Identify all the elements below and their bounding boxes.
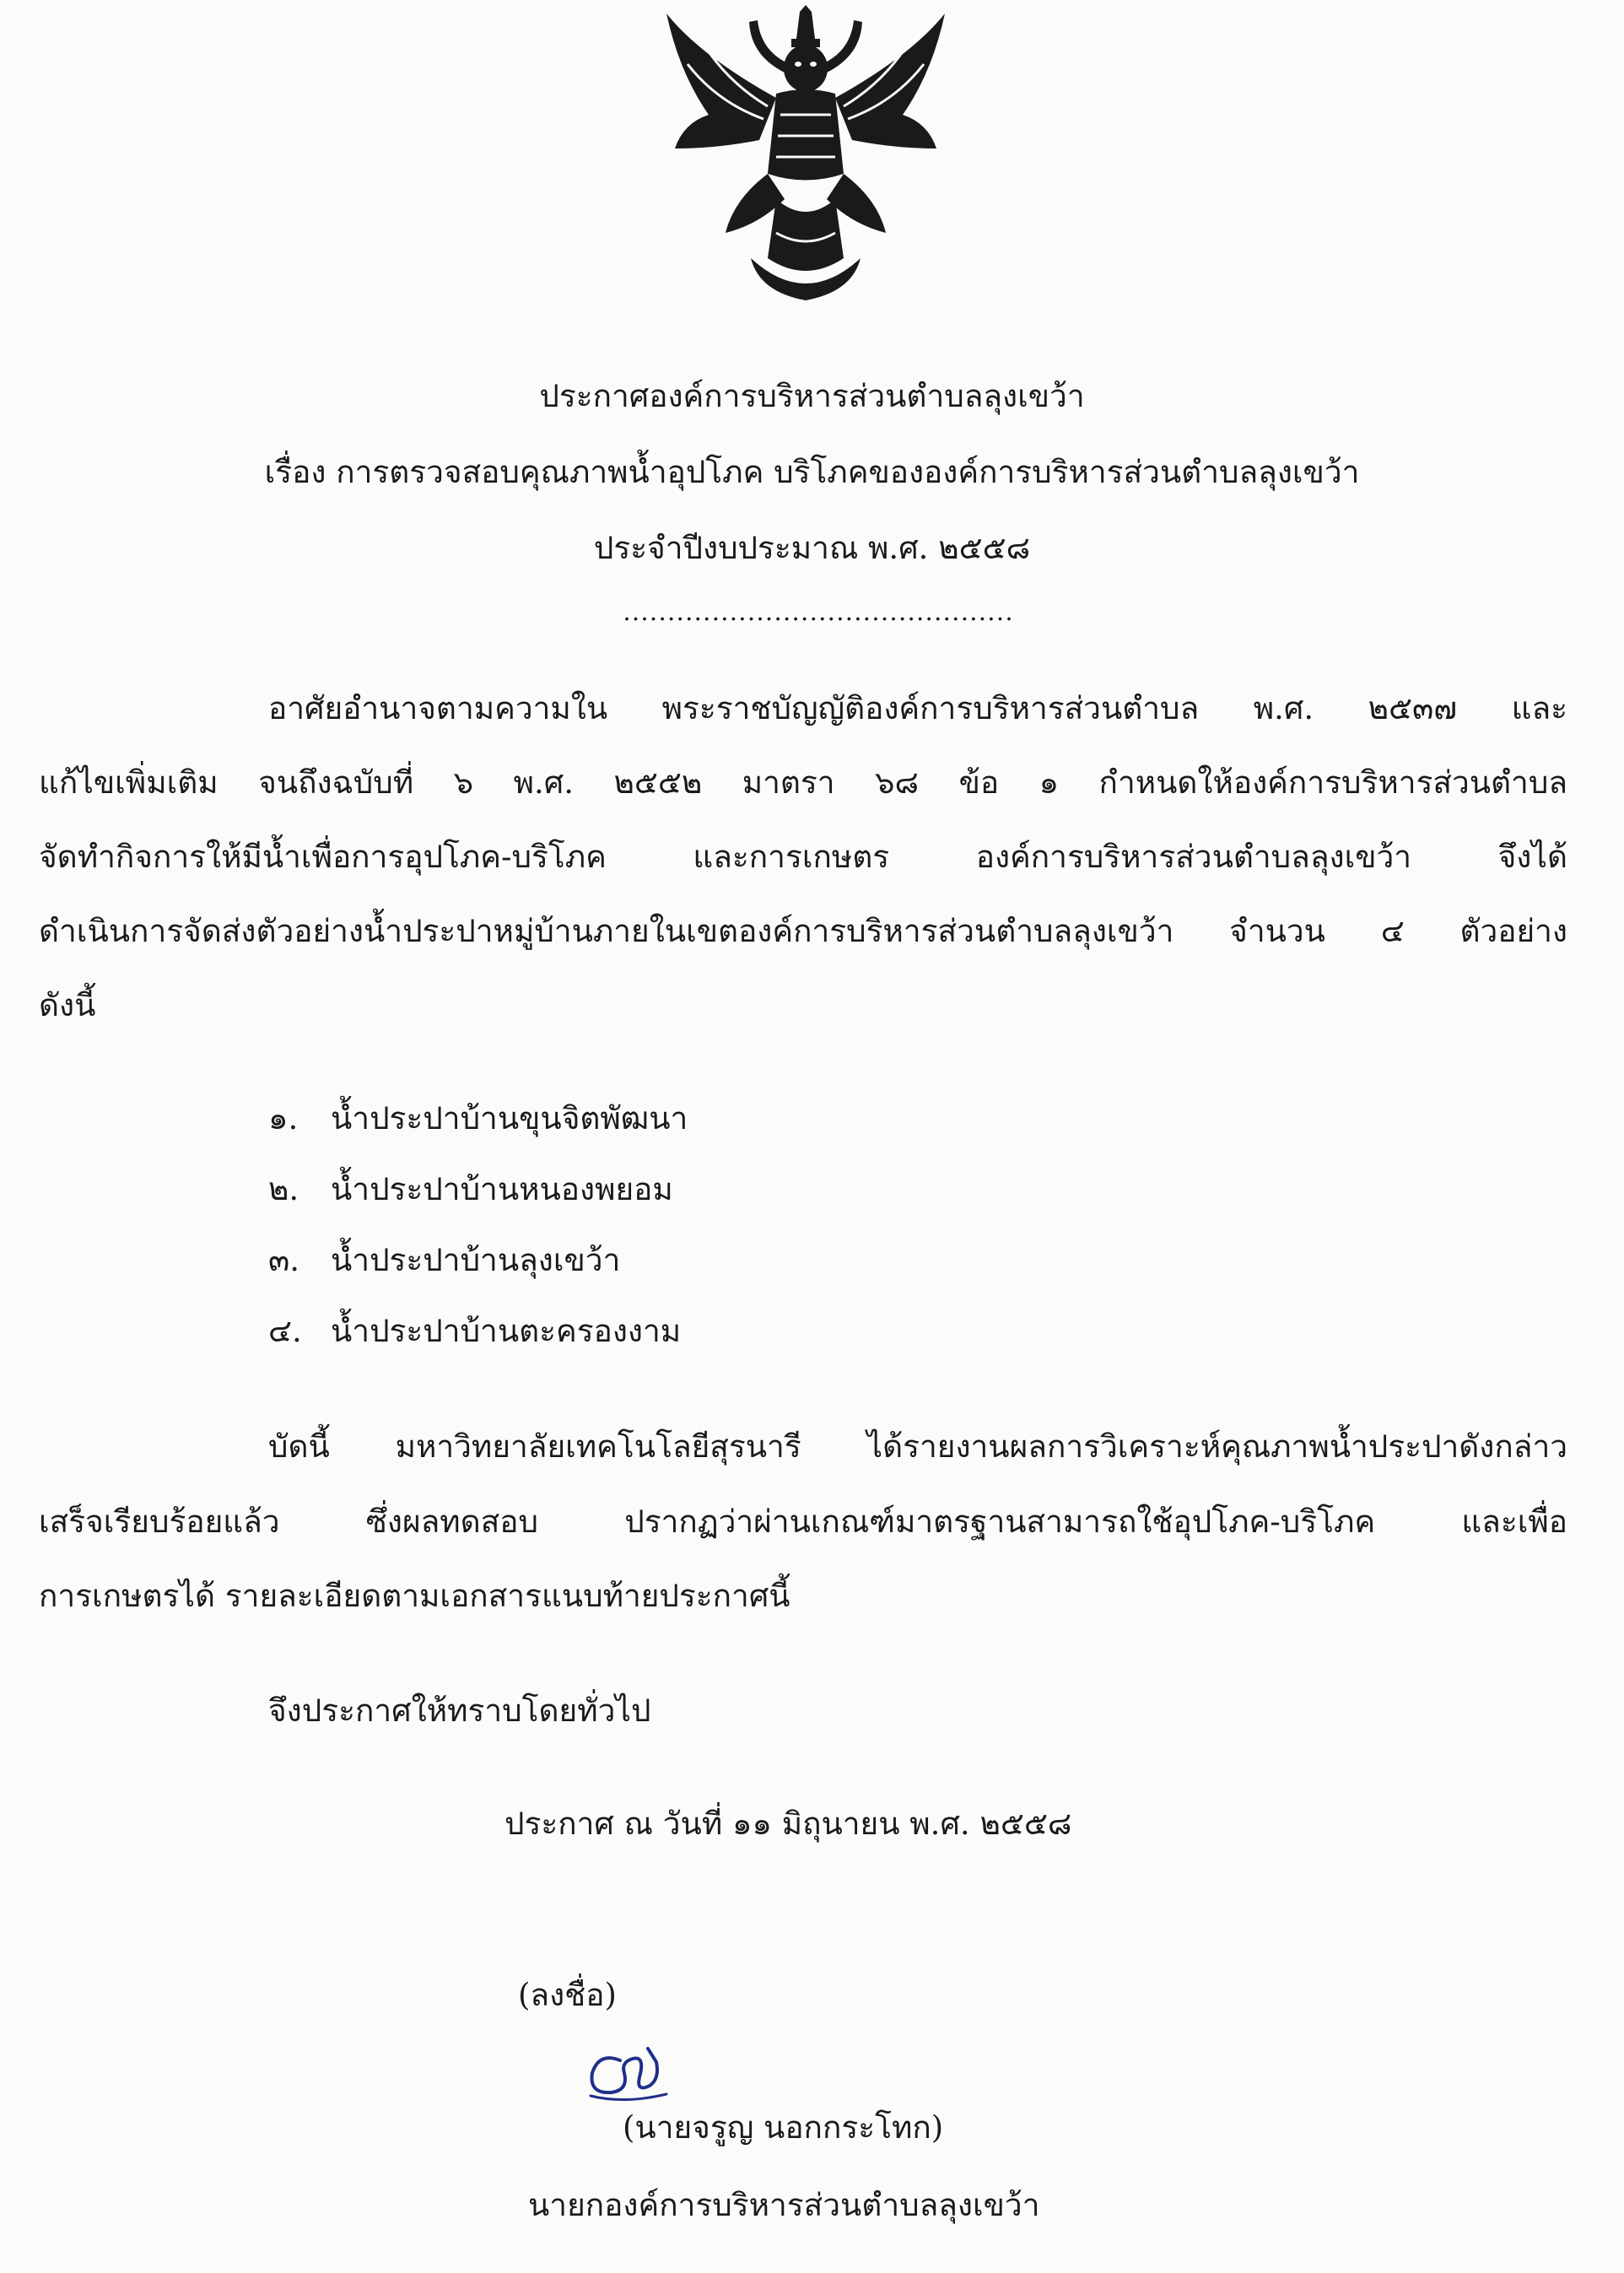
list-item	[268, 1306, 681, 1357]
closing-statement: จึงประกาศให้ทราบโดยทั่วไป	[268, 1693, 651, 1729]
announcement-date: ประกาศ ณ วันที่ ๑๑ มิถุนายน พ.ศ. ๒๕๕๘	[504, 1806, 1072, 1842]
list-item-text: น้ำประปาบ้านขุนจิตพัฒนา	[331, 1100, 688, 1136]
list-item-text: น้ำประปาบ้านตะครองงาม	[331, 1313, 682, 1349]
handwritten-signature	[540, 2044, 683, 2103]
list-item-text: น้ำประปาบ้านลุงเขว้า	[331, 1242, 621, 1278]
list-item-number: ๑.	[268, 1100, 299, 1136]
paragraph1-line: ดำเนินการจัดส่งตัวอย่างน้ำประปาหมู่บ้านภายในเขตองค์การบริหารส่วนตำบลลุงเขว้า จำนวน ๔ ตัวอย่าง	[39, 913, 1567, 949]
paragraph1-line: จัดทำกิจการให้มีน้ำเพื่อการอุปโภค-บริโภค และการเกษตร องค์การบริหารส่วนตำบลลุงเขว้า จึงได้	[39, 839, 1567, 875]
announcement-title: ประกาศองค์การบริหารส่วนตำบลลุงเขว้า	[539, 378, 1085, 414]
list-item	[268, 1093, 688, 1144]
paragraph2-line: การเกษตรได้ รายละเอียดตามเอกสารแนบท้ายประกาศนี้	[39, 1578, 790, 1614]
signer-position: นายกองค์การบริหารส่วนตำบลลุงเขว้า	[528, 2187, 1040, 2223]
list-item	[268, 1235, 620, 1286]
list-item-number: ๓.	[268, 1242, 300, 1278]
list-item-number: ๒.	[268, 1171, 299, 1207]
heading-separator: ............................................	[623, 597, 1014, 627]
paragraph2-line: เสร็จเรียบร้อยแล้ว ซึ่งผลทดสอบ ปรากฏว่าผ่านเกณฑ์มาตรฐานสามารถใช้อุปโภค-บริโภค และเพื่อ	[39, 1504, 1567, 1540]
announcement-subject: เรื่อง การตรวจสอบคุณภาพน้ำอุปโภค บริโภคขององค์การบริหารส่วนตำบลลุงเขว้า	[264, 454, 1360, 490]
fiscal-year-line: ประจำปีงบประมาณ พ.ศ. ๒๕๕๘	[593, 530, 1031, 566]
paragraph1-line: แก้ไขเพิ่มเติม จนถึงฉบับที่ ๖ พ.ศ. ๒๕๕๒ มาตรา ๖๘ ข้อ ๑ กำหนดให้องค์การบริหารส่วนตำบล	[39, 764, 1567, 801]
paragraph1-line: อาศัยอำนาจตามความใน พระราชบัญญัติองค์การบริหารส่วนตำบล พ.ศ. ๒๕๓๗ และ	[268, 690, 1567, 726]
signer-name: (นายจรูญ นอกกระโทก)	[623, 2109, 944, 2146]
list-item-number: ๔.	[268, 1313, 302, 1349]
list-item	[268, 1164, 673, 1215]
paragraph2-line: บัดนี้ มหาวิทยาลัยเทคโนโลยีสุรนารี ได้รายงานผลการวิเคราะห์คุณภาพน้ำประปาดังกล่าว	[268, 1428, 1567, 1465]
paragraph1-line: ดังนี้	[39, 987, 96, 1023]
signature-label: (ลงชื่อ)	[518, 1977, 617, 2013]
garuda-emblem-icon	[650, 5, 962, 317]
list-item-text: น้ำประปาบ้านหนองพยอม	[331, 1171, 673, 1207]
